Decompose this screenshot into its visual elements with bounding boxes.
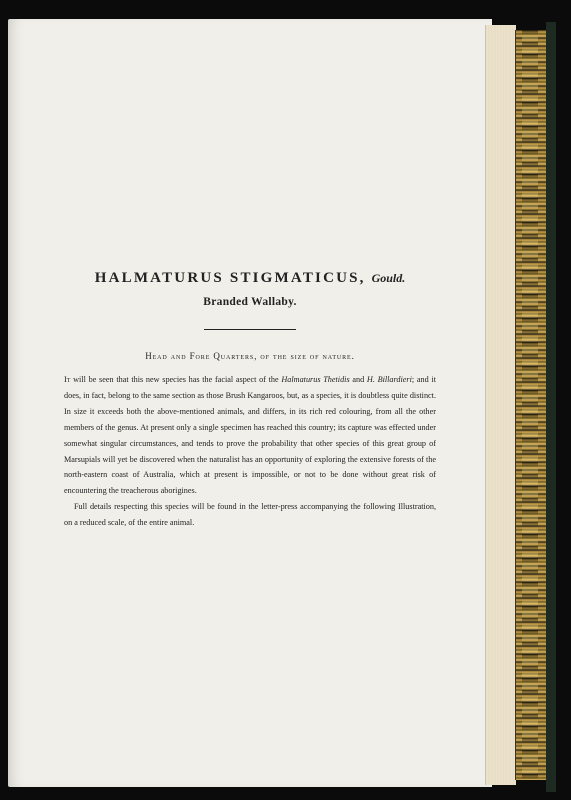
paragraph-1 — [64, 372, 436, 499]
paragraph-1-part-b: and — [349, 375, 367, 384]
book-cover-edge — [546, 22, 556, 792]
species-title — [64, 270, 436, 287]
species-name: HALMATURUS STIGMATICUS, — [94, 270, 366, 286]
gilt-decorative-edge — [515, 30, 546, 780]
text-block — [64, 270, 436, 531]
paragraph-lead: It — [64, 375, 71, 384]
paragraph-1-part-a: will be seen that this new species has the facial aspect of the — [70, 375, 282, 384]
divider-rule — [204, 329, 296, 330]
body-text — [64, 372, 436, 531]
page-edges — [485, 25, 516, 785]
section-heading: Head and Fore Quarters, of the size of nature. — [145, 351, 355, 361]
common-name: Branded Wallaby. — [203, 296, 297, 308]
paragraph-1-part-c: ; and it does, in fact, belong to the same section as those Brush Kangaroos, but, as a species, it is doubtless quite distinct. In size it exceeds both the above-mentioned animals, and differs, in its rich red colouring, from all the other members of the genus. At present only a single specimen has reached this country; its capture was effected under somewhat singular circumstances, and tends to prove the probability that other species of this great group of Marsupials will yet be discovered when the naturalist has an opportunity of exploring the extensive forests of the north-eastern coast of Australia, which at present is impossible, or not to be done without great risk of encountering the treacherous aborigines. — [64, 375, 436, 496]
paragraph-2: Full details respecting this species will be found in the letter-press accompanying the following Illustration, on a reduced scale, of the entire animal. — [64, 502, 436, 528]
taxon-name-2: H. Billardieri — [366, 375, 412, 384]
species-author: Gould. — [371, 271, 406, 285]
taxon-name-1: Halmaturus Thetidis — [281, 375, 350, 384]
